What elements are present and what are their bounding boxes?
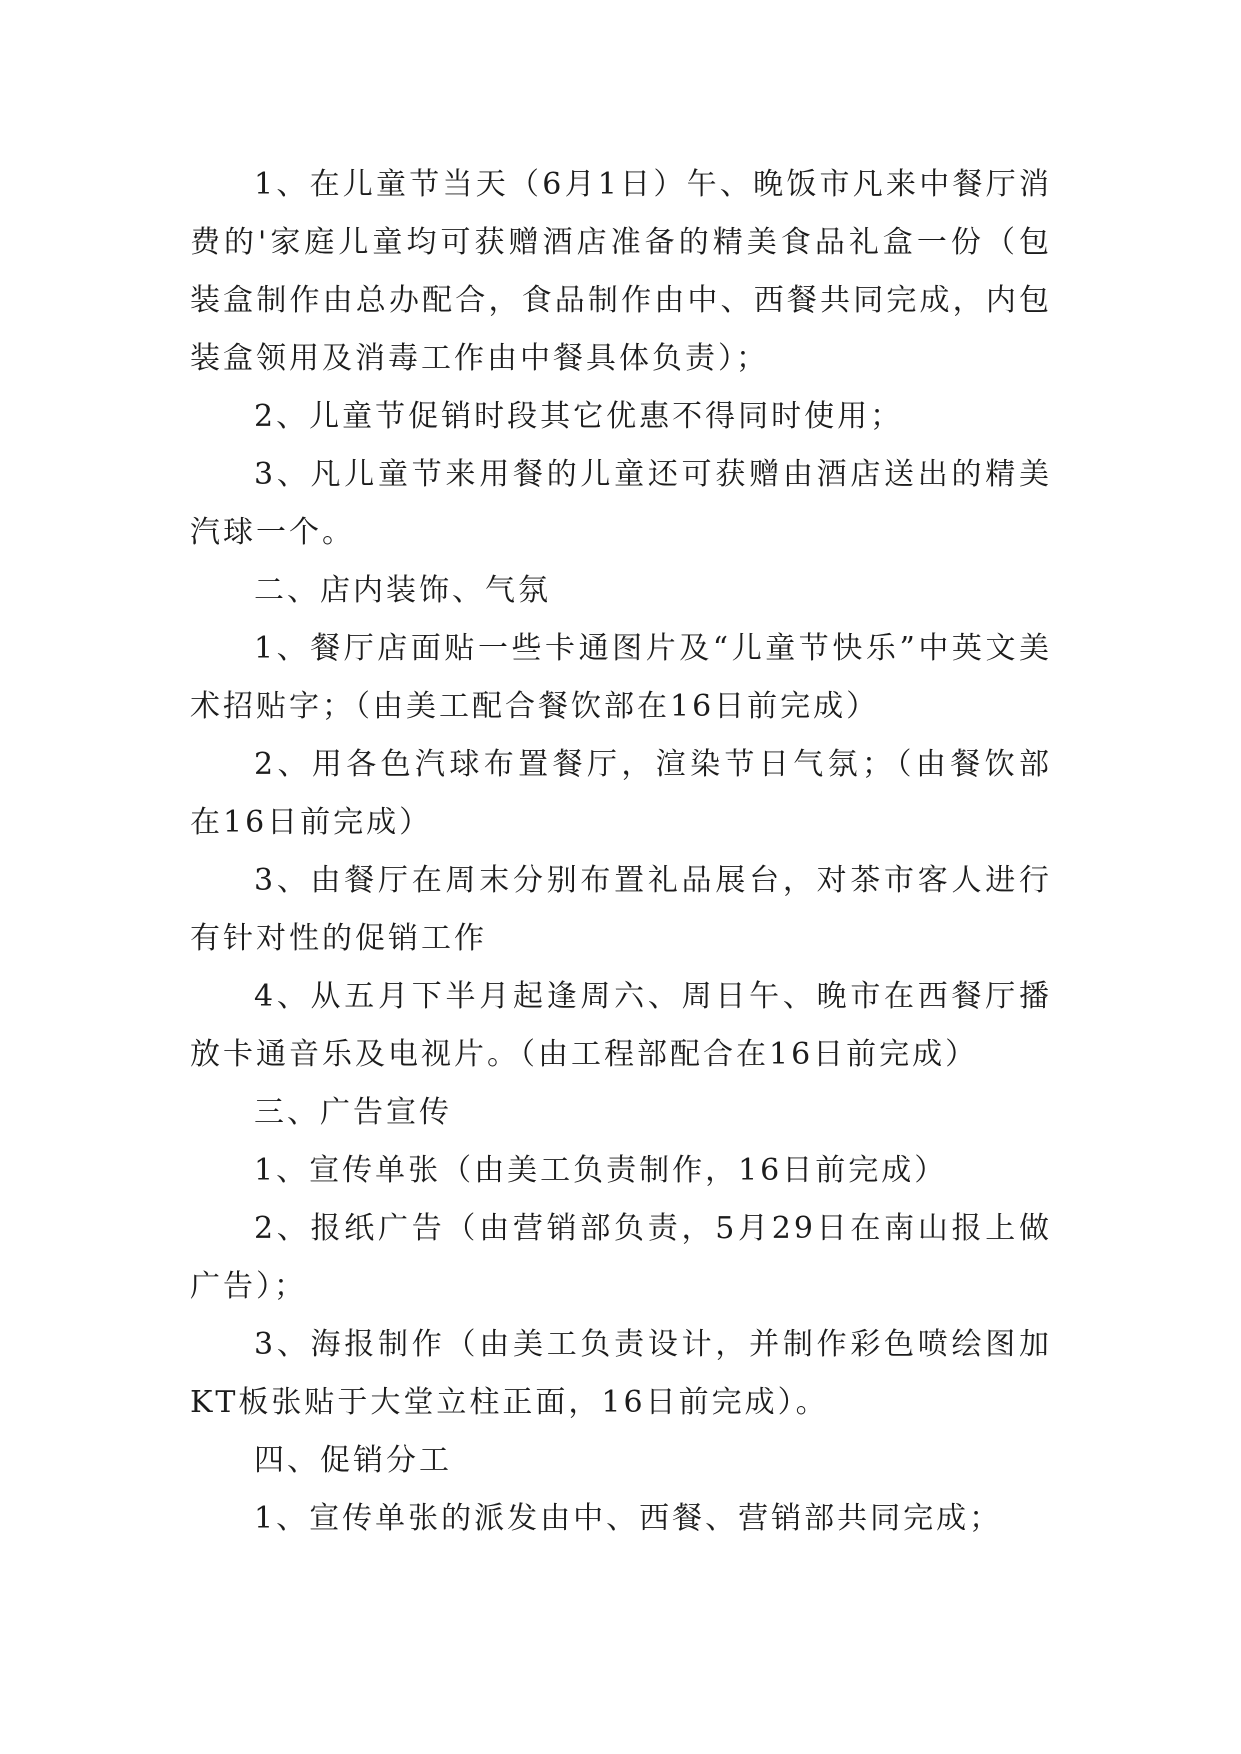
document-body	[190, 156, 1052, 1548]
paragraph-flyer-distribution: 1、宣传单张的派发由中、西餐、营销部共同完成；	[254, 1501, 1003, 1536]
paragraph-flyers: 1、宣传单张（由美工负责制作，16日前完成）	[254, 1153, 948, 1188]
paragraph-poster-production: 3、海报制作（由美工负责设计，并制作彩色喷绘图加KT板张贴于大堂立柱正面，16日前完成）。	[190, 1327, 1052, 1420]
section-heading-advertising: 三、广告宣传	[254, 1095, 452, 1130]
paragraph-balloon-gift: 3、凡儿童节来用餐的儿童还可获赠由酒店送出的精美汽球一个。	[190, 457, 1052, 550]
paragraph-newspaper-ad: 2、报纸广告（由营销部负责，5月29日在南山报上做广告）；	[190, 1211, 1052, 1304]
section-heading-division-of-labor: 四、促销分工	[254, 1443, 452, 1478]
paragraph-cartoon-music: 4、从五月下半月起逢周六、周日午、晚市在西餐厅播放卡通音乐及电视片。（由工程部配合在16日前完成）	[190, 979, 1052, 1072]
paragraph-no-other-discounts: 2、儿童节促销时段其它优惠不得同时使用；	[254, 399, 904, 434]
paragraph-cartoon-posters: 1、餐厅店面贴一些卡通图片及“儿童节快乐”中英文美术招贴字；（由美工配合餐饮部在16日前完成）	[190, 631, 1052, 724]
paragraph-gift-box: 1、在儿童节当天（6月1日）午、晚饭市凡来中餐厅消费的'家庭儿童均可获赠酒店准备的精美食品礼盒一份（包装盒制作由总办配合，食品制作由中、西餐共同完成，内包装盒领用及消毒工作由中餐具体负责）；	[190, 167, 1052, 376]
paragraph-gift-display: 3、由餐厅在周末分别布置礼品展台，对茶市客人进行有针对性的促销工作	[190, 863, 1052, 956]
section-heading-decoration: 二、店内装饰、气氛	[254, 573, 551, 608]
paragraph-balloon-decoration: 2、用各色汽球布置餐厅，渲染节日气氛；（由餐饮部在16日前完成）	[190, 747, 1052, 840]
